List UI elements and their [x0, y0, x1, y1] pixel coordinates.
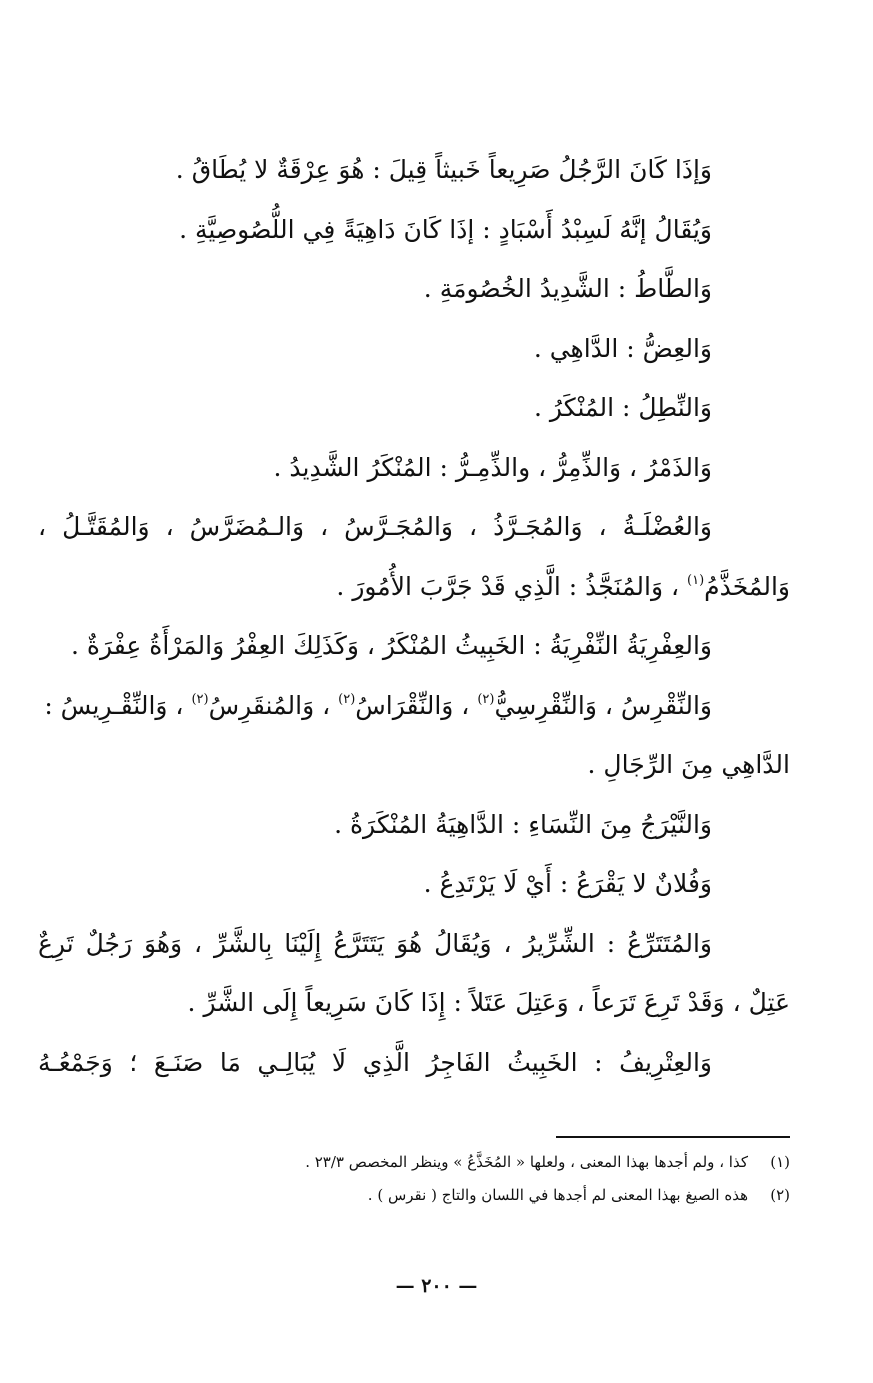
text-line: الدَّاهِي مِنَ الرِّجَالِ . — [587, 750, 790, 779]
footnote-number: (٢) — [770, 1186, 790, 1204]
text-line: وَالطَّاطُ : الشَّدِيدُ الخُصُومَةِ . — [423, 274, 712, 303]
text-line: وَالنِّطِلُ : المُنْكَرُ . — [534, 393, 712, 422]
footnote-text: هذه الصيغ بهذا المعنى لم أجدها في اللسان والتاج ( نقرس ) . — [367, 1186, 748, 1204]
text-line — [38, 676, 790, 736]
text-line: وَالعُضْلَـةُ ، وَالمُجَـرَّذُ ، وَالمُجَـرَّسُ ، وَالـمُضَرَّسُ ، وَالمُقَتَّـلُ ، — [38, 512, 712, 541]
text-line: وَالعِتْرِيفُ : الخَبِيثُ الفَاجِرُ الَّذِي لَا يُبَالِـي مَا صَنَـعَ ؛ وَجَمْعُـهُ — [38, 1047, 712, 1077]
text-line: وَالعِضُّ : الدَّاهِي . — [533, 333, 712, 363]
text-line: وَإذَا كَانَ الرَّجُلُ صَرِيعاً خَبيثاً قِيلَ : هُوَ عِرْقَةٌ لا يُطَاقُ . — [175, 155, 712, 184]
footnote — [150, 1146, 790, 1179]
footnote-ref: (١) — [687, 572, 705, 588]
text-segment: ، وَالنِّقْرَاسُ — [355, 690, 470, 720]
footnote-ref: (٢) — [191, 691, 209, 707]
text-line: وَالنَّيْرَجُ مِنَ النِّسَاءِ : الدَّاهِيَةُ المُنْكَرَةُ . — [334, 809, 712, 839]
footnote-ref: (٢) — [477, 691, 495, 707]
page-number: — ٢٠٠ — — [395, 1275, 478, 1297]
text-segment: وَالنِّقْرِسُ ، وَالنِّقْرِسِيُّ — [494, 690, 712, 720]
main-text — [38, 140, 790, 1092]
text-line: وَالمُتَتَرِّعُ : الشِّرِّيرُ ، وَيُقَالُ هُوَ يَتَتَرَّعُ إِلَيْنَا بِالشَّرِّ ، وَهُوَ رَجُلٌ تَرِعٌ — [38, 928, 712, 958]
text-segment: ، وَالمُنَجَّذُ : الَّذِي قَدْ جَرَّبَ الأُمُورَ . — [336, 571, 680, 601]
text-line: وَالعِفْرِيَةُ النِّفْرِيَةُ : الخَبِيثُ المُنْكَرُ ، وَكَذَلِكَ العِفْرُ وَالمَرْأَةُ عِفْرَةٌ . — [70, 631, 712, 660]
text-line — [38, 557, 790, 617]
footnotes — [150, 1146, 790, 1212]
text-segment: ، وَالنِّقْـرِيسُ : — [44, 690, 184, 720]
footnote — [150, 1179, 790, 1212]
text-segment: وَالمُخَذَّمُ — [704, 571, 790, 601]
text-line: وَفُلانٌ لا يَقْرَعُ : أَيْ لَا يَرْتَدِعُ . — [423, 869, 712, 898]
text-line: وَيُقَالُ إنَّهُ لَسِبْدُ أَسْبَادٍ : إذَا كَانَ دَاهِيَةً فِي اللُّصُوصِيَّةِ . — [179, 214, 712, 244]
footnote-ref: (٢) — [338, 691, 356, 707]
footnote-divider — [556, 1136, 790, 1138]
footnote-text: كذا ، ولم أجدها بهذا المعنى ، ولعلها « المُخَذَّعُ » وينظر المخصص ٢٣/٣ . — [305, 1153, 748, 1171]
text-segment: ، وَالمُنقَرِسُ — [208, 690, 331, 720]
text-line: وَالذَمْرُ ، وَالذِّمِرُّ ، والذِّمِـرُّ : المُنْكَرُ الشَّدِيدُ . — [273, 452, 712, 482]
text-line: عَتِلٌ ، وَقَدْ تَرِعَ تَرَعاً ، وَعَتِلَ عَتَلاً : إِذَا كَانَ سَرِيعاً إِلَى الشَّرِّ . — [187, 988, 790, 1017]
footnote-number: (١) — [770, 1153, 790, 1171]
